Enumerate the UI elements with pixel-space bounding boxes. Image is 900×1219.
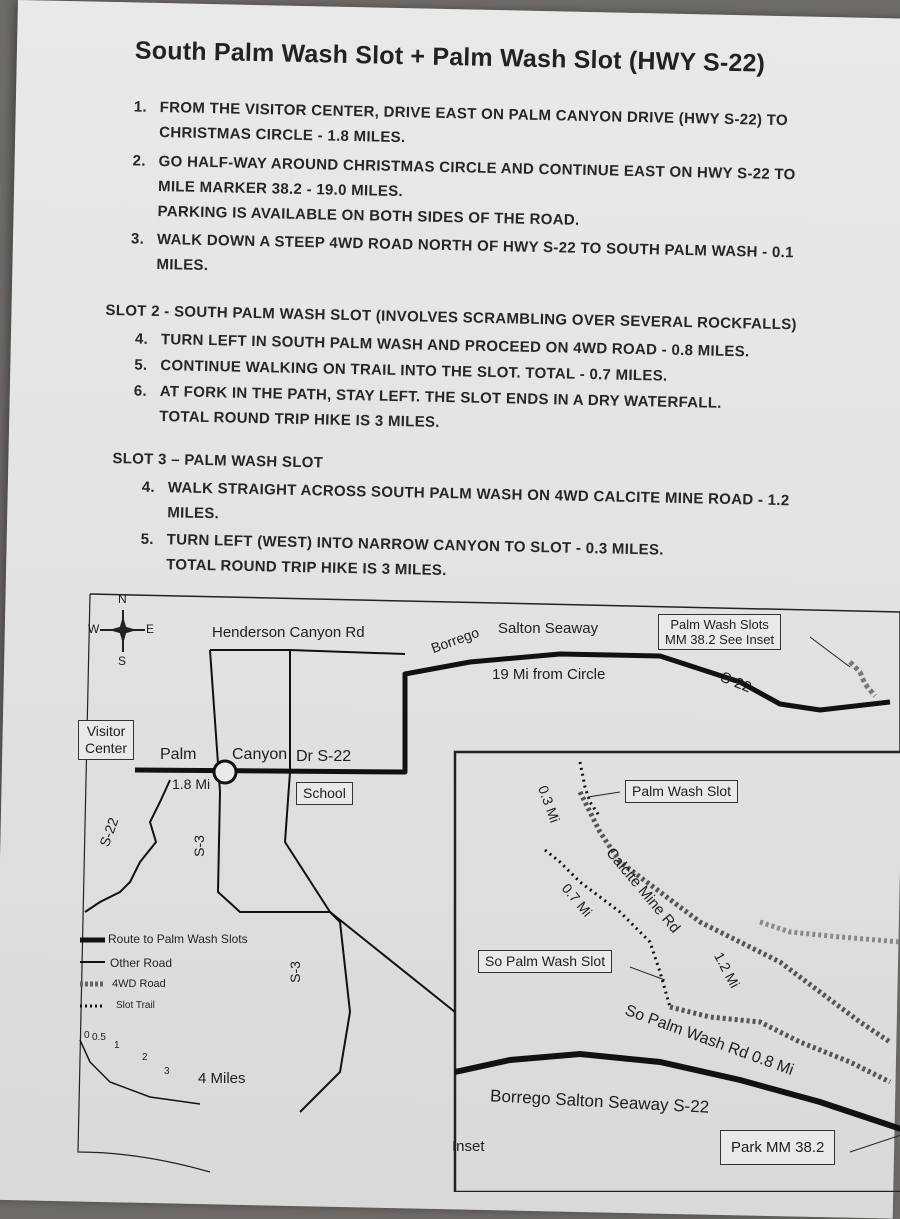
so-palm-wash-slot-trail: [545, 850, 670, 1007]
step-number: 6.: [133, 382, 148, 400]
step-number: 4.: [134, 330, 149, 348]
compass-n: N: [118, 592, 127, 606]
one-two-mi-label: 1.2 Mi: [711, 949, 744, 991]
s22-west-road: [85, 780, 170, 912]
visitor-center-box: [78, 720, 134, 760]
step-number: 2.: [132, 152, 146, 170]
box-line: Center: [85, 740, 128, 756]
so-palm-wash-rd-label: So Palm Wash Rd 0.8 Mi: [622, 1002, 796, 1079]
park-box: Park MM 38.2: [720, 1130, 835, 1165]
canyon-label: Canyon: [232, 746, 288, 763]
henderson-canyon-label: Henderson Canyon Rd: [212, 624, 365, 641]
step-line: MILES.: [156, 255, 209, 275]
zero-seven-mi-label: 0.7 Mi: [558, 880, 596, 920]
step-number: 1.: [133, 98, 148, 116]
palm-wash-slot-box: Palm Wash Slot: [625, 780, 738, 803]
4wd-road-mark: [760, 922, 900, 942]
step-line: MILES.: [167, 504, 220, 523]
legend-route: Route to Palm Wash Slots: [108, 932, 248, 946]
s3-label-a: S-3: [190, 835, 207, 857]
inset-label: Inset: [452, 1138, 485, 1155]
step-line: TURN LEFT (WEST) INTO NARROW CANYON TO SLOT - 0.3 MILES.: [166, 531, 664, 559]
page-title: South Palm Wash Slot + Palm Wash Slot (HWY S-22): [134, 36, 766, 78]
one-eight-mi-label: 1.8 Mi: [172, 776, 211, 792]
route-map: [60, 592, 900, 1192]
other-road: [210, 650, 455, 1012]
dr-s22-label: Dr S-22: [296, 748, 352, 765]
step-3: [130, 226, 794, 290]
step-line: TURN LEFT IN SOUTH PALM WASH AND PROCEED ON 4WD ROAD - 0.8 MILES.: [160, 331, 750, 361]
step-number: 3.: [130, 230, 145, 248]
scale-tick: 0.5: [92, 1032, 106, 1043]
scale-tick: 0: [84, 1030, 90, 1041]
legend-other-road: Other Road: [110, 956, 173, 970]
palm-label: Palm: [160, 746, 197, 763]
s3-label-b: S-3: [286, 961, 303, 983]
step-number: 4.: [141, 478, 156, 496]
zero-three-mi-label: 0.3 Mi: [535, 783, 564, 825]
step-line: TOTAL ROUND TRIP HIKE IS 3 MILES.: [159, 408, 440, 431]
slot2-heading: SLOT 2 - SOUTH PALM WASH SLOT (INVOLVES SCRAMBLING OVER SEVERAL ROCKFALLS): [105, 301, 797, 334]
box-line: MM 38.2 See Inset: [665, 632, 775, 647]
so-palm-wash-slot-box: So Palm Wash Slot: [478, 950, 612, 973]
step-line: WALK DOWN A STEEP 4WD ROAD NORTH OF HWY S-22 TO SOUTH PALM WASH - 0.1: [156, 230, 794, 262]
step-1: [133, 94, 788, 158]
compass-e: E: [146, 622, 155, 636]
compass-w: W: [88, 622, 100, 636]
map-drawing: [60, 592, 900, 1192]
other-road: [290, 650, 405, 654]
s22-west-label: S-22: [96, 815, 122, 849]
step-number: 5.: [134, 356, 148, 374]
school-box: School: [296, 782, 353, 805]
step-line: WALK STRAIGHT ACROSS SOUTH PALM WASH ON 4WD CALCITE MINE ROAD - 1.2: [167, 479, 790, 510]
salton-seaway-label: Salton Seaway: [498, 620, 599, 637]
slot3-step-5: [140, 527, 664, 588]
scale-bar: [80, 1040, 200, 1104]
scale-label: 4 Miles: [198, 1070, 246, 1087]
s22-east-label: S-22: [717, 668, 754, 697]
legend-slot-trail: Slot Trail: [116, 1000, 155, 1011]
map-frame-left: [78, 594, 210, 1172]
scale-tick: 2: [142, 1052, 148, 1063]
step-line: FROM THE VISITOR CENTER, DRIVE EAST ON PALM CANYON DRIVE (HWY S-22) TO: [159, 98, 789, 130]
borrego-salton-label: Borrego Salton Seaway S-22: [489, 1086, 710, 1117]
christmas-circle: [214, 761, 236, 783]
slot3-heading: SLOT 3 – PALM WASH SLOT: [112, 450, 324, 472]
legend-4wd: 4WD Road: [112, 978, 166, 990]
box-line: Palm Wash Slots: [670, 617, 769, 632]
box-line: Visitor: [86, 723, 126, 739]
step-number: 5.: [140, 530, 155, 548]
4wd-road-mark: [850, 662, 875, 696]
nineteen-mi-label: 19 Mi from Circle: [492, 666, 606, 683]
other-road: [300, 912, 350, 1112]
scale-tick: 1: [114, 1040, 120, 1051]
borrego-label: Borrego: [428, 623, 482, 657]
palm-wash-slots-box: [658, 614, 781, 650]
step-2: [131, 148, 796, 237]
step-line: TOTAL ROUND TRIP HIKE IS 3 MILES.: [166, 556, 447, 580]
step-line: PARKING IS AVAILABLE ON BOTH SIDES OF THE ROAD.: [157, 202, 580, 229]
step-line: MILE MARKER 38.2 - 19.0 MILES.: [157, 177, 404, 201]
step-line: CHRISTMAS CIRCLE - 1.8 MILES.: [159, 123, 406, 147]
compass-icon: [100, 610, 145, 652]
calcite-mine-rd-label: Calcite Mine Rd: [602, 844, 684, 937]
step-line: CONTINUE WALKING ON TRAIL INTO THE SLOT. TOTAL - 0.7 MILES.: [160, 357, 668, 385]
step-line: AT FORK IN THE PATH, STAY LEFT. THE SLOT ENDS IN A DRY WATERFALL.: [159, 383, 722, 412]
compass-s: S: [118, 654, 127, 668]
scale-tick: 3: [164, 1066, 170, 1077]
step-line: GO HALF-WAY AROUND CHRISTMAS CIRCLE AND CONTINUE EAST ON HWY S-22 TO: [158, 152, 796, 184]
